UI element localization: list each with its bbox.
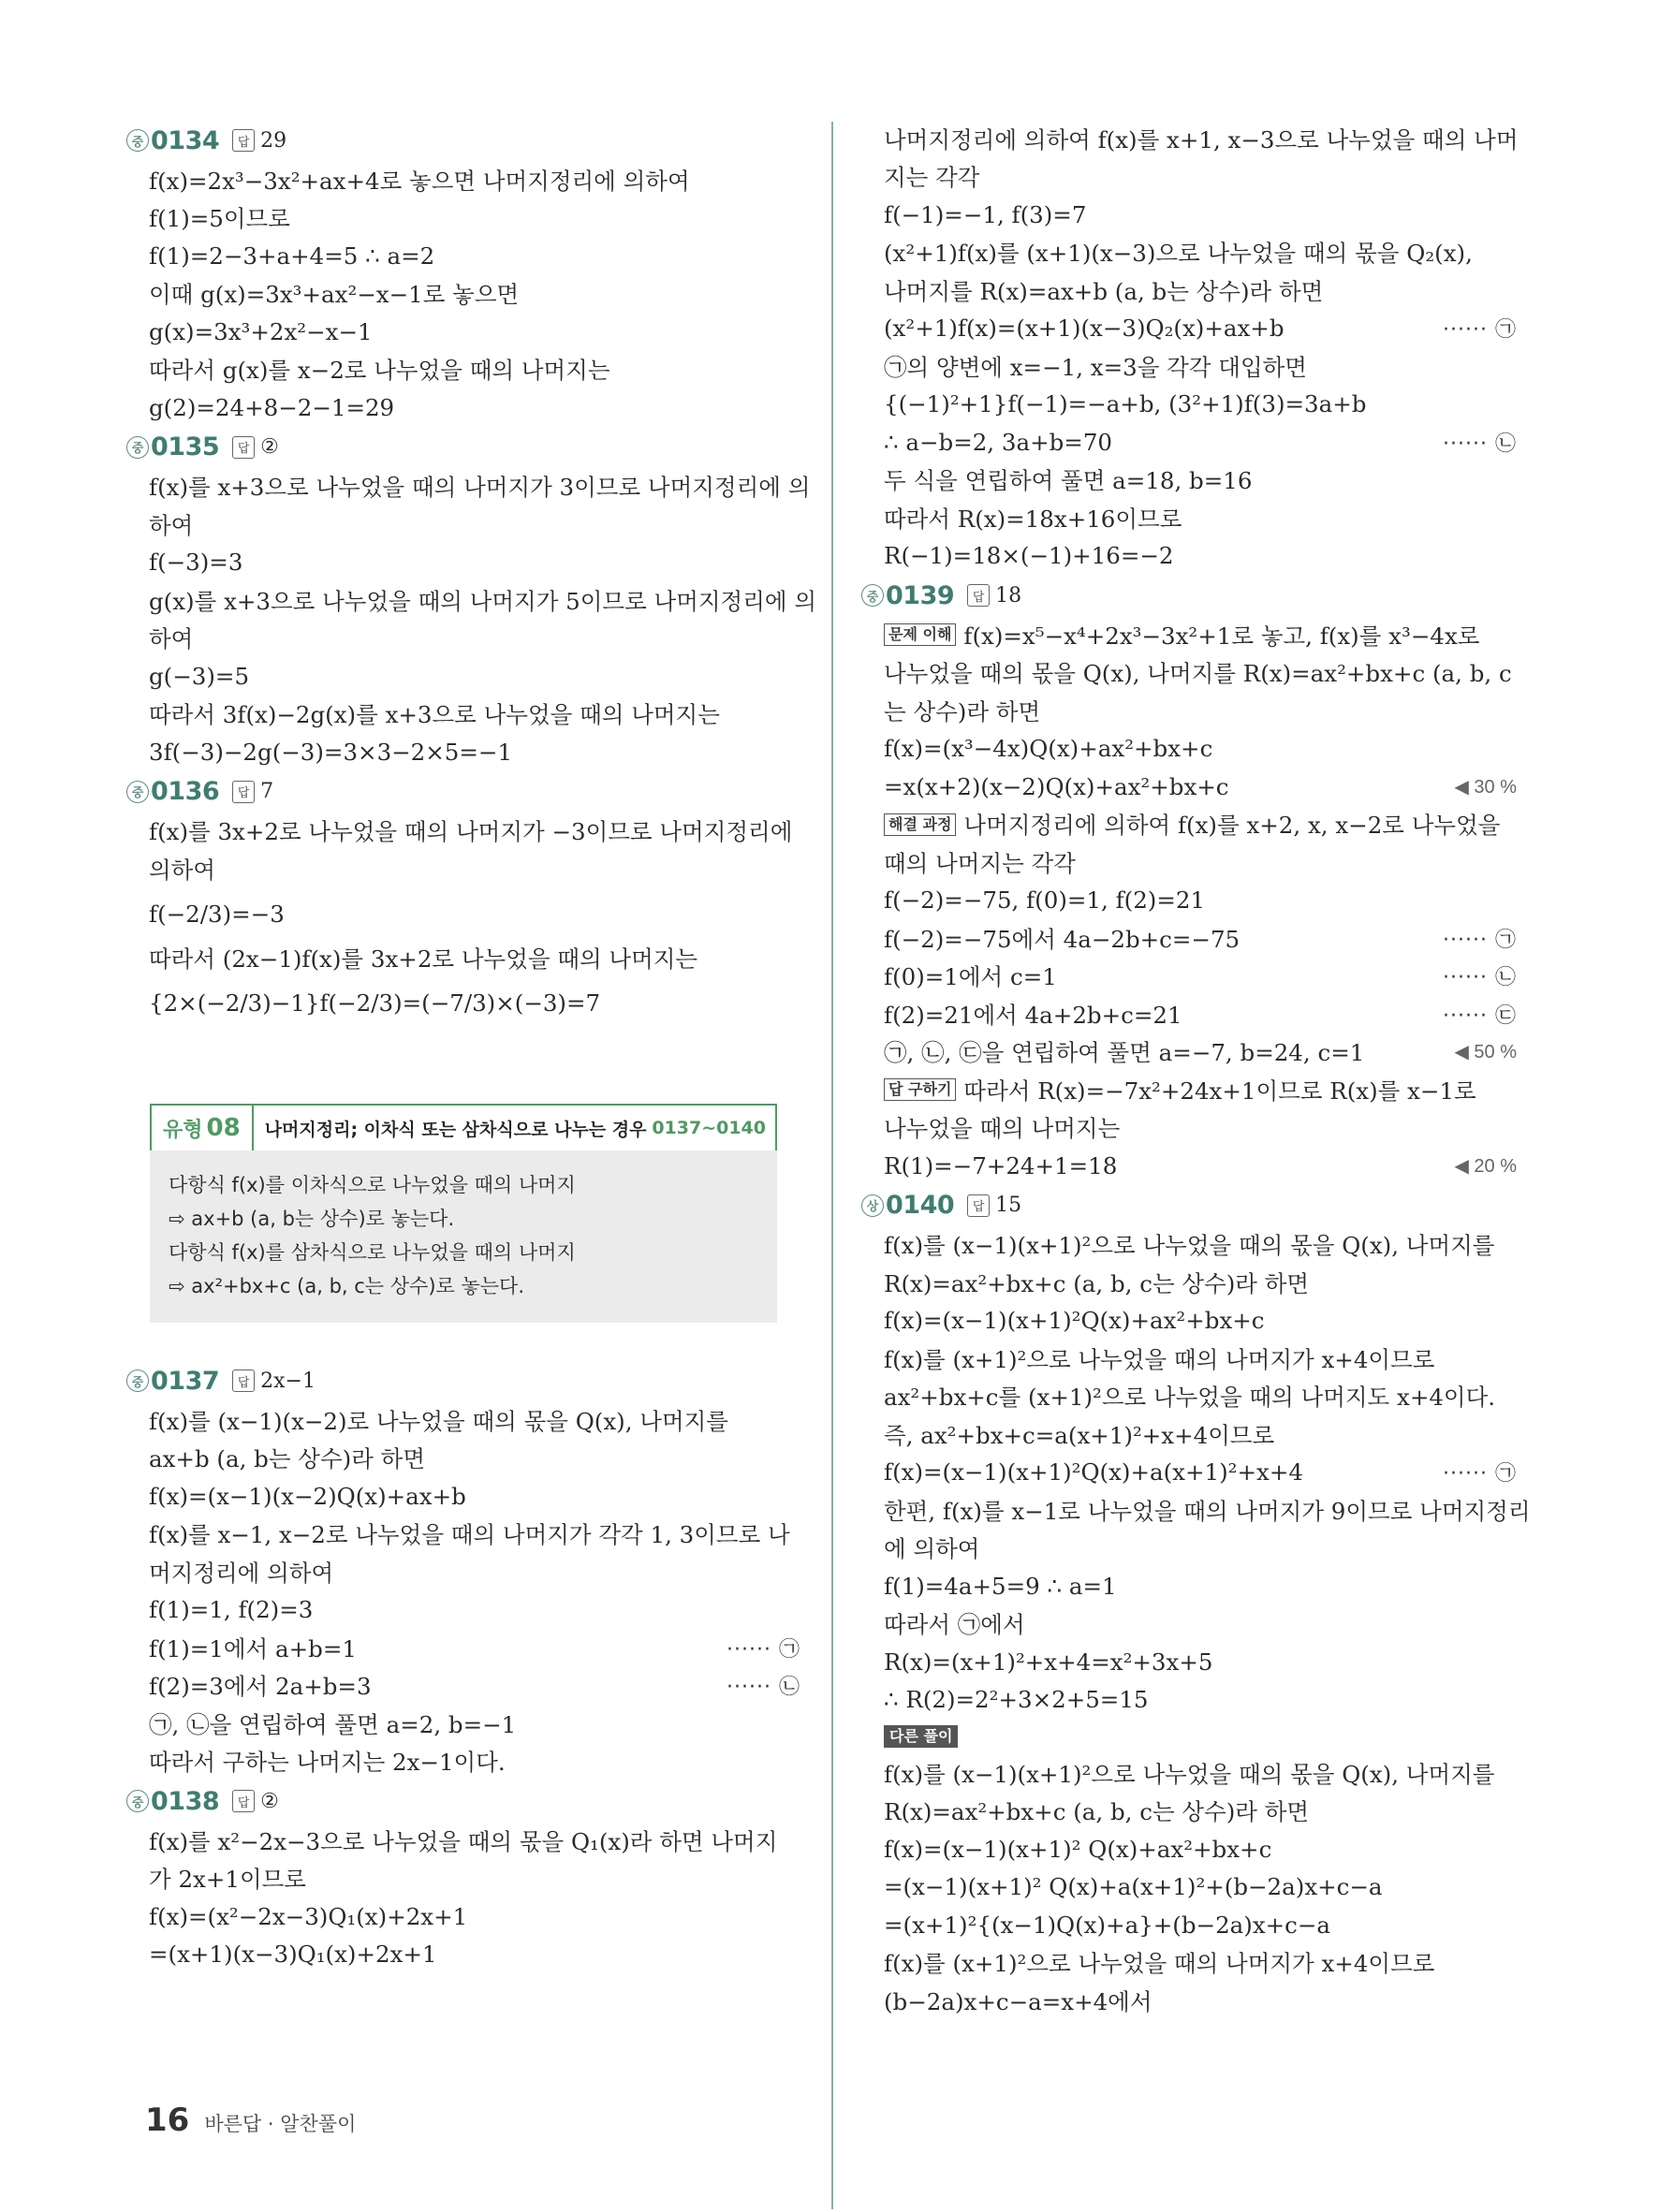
line-text: {2×(−2/3)−1}f(−2/3)=(−7/3)×(−3)=7 [149, 989, 601, 1017]
line-text: 따라서 (2x−1)f(x)를 3x+2로 나누었을 때의 나머지는 [149, 945, 698, 974]
solution-line [861, 1643, 1517, 1681]
score-percent: ◀ 20 % [1454, 1155, 1517, 1177]
line-text: ㉠, ㉡, ㉢을 연립하여 풀면 a=−7, b=24, c=1 [884, 1039, 1365, 1067]
line-text: g(2)=24+8−2−1=29 [149, 393, 395, 421]
line-text: R(x)=ax²+bx+c (a, b, c는 상수)라 하면 [884, 1269, 1310, 1297]
equation-tag: ······ ㉠ [1443, 1462, 1517, 1487]
solution-line [861, 461, 1517, 500]
difficulty-badge: 중 [861, 584, 884, 607]
step-label: 답 구하기 [884, 1078, 956, 1101]
line-text: 나머지정리에 의하여 f(x)를 x+1, x−3으로 나누었을 때의 나머 [884, 125, 1519, 154]
answer-icon: 답 [232, 436, 255, 459]
equation-tag: ······ ㉡ [727, 1676, 800, 1700]
line-text: 따라서 3f(x)−2g(x)를 x+3으로 나누었을 때의 나머지는 [149, 701, 720, 729]
solution-line [126, 351, 800, 389]
equation-tag: ······ ㉡ [1443, 966, 1517, 990]
problem-number: 0139 [886, 580, 955, 610]
answer-icon: 답 [232, 1370, 255, 1392]
line-text: 나머지정리에 의하여 f(x)를 x+2, x, x−2로 나누었을 [963, 812, 1501, 840]
solution-line [126, 940, 800, 978]
line-text: f(x)=2x³−3x²+ax+4로 놓으면 나머지정리에 의하여 [149, 167, 690, 195]
line-text: 따라서 g(x)를 x−2로 나누었을 때의 나머지는 [149, 357, 610, 385]
solution-line [126, 313, 800, 351]
solution-line [861, 158, 1517, 197]
problem-header [126, 120, 800, 161]
line-text: 지는 각각 [884, 164, 980, 192]
solution-line [861, 1906, 1517, 1944]
difficulty-badge: 중 [126, 129, 149, 152]
solution-line [861, 1454, 1517, 1492]
solution-line [126, 505, 800, 544]
solution-line [861, 843, 1517, 882]
line-text: g(x)=3x³+2x²−x−1 [149, 317, 373, 345]
solution-line [126, 199, 800, 238]
line-text: 한편, f(x)를 x−1로 나누었을 때의 나머지가 9이므로 나머지정리 [884, 1497, 1531, 1525]
solution-line [126, 1401, 800, 1440]
answer-value: 29 [260, 128, 287, 153]
problem-number: 0135 [151, 432, 220, 461]
problem-0134 [126, 120, 800, 427]
difficulty-badge: 중 [126, 1370, 149, 1392]
line-text: f(x)를 (x+1)²으로 나누었을 때의 나머지가 x+4이므로 [884, 1950, 1435, 1978]
solution-line [126, 1897, 800, 1936]
solution-line [861, 386, 1517, 424]
solution-line [861, 958, 1517, 996]
problem-header [126, 1360, 800, 1401]
line-text: =x(x+2)(x−2)Q(x)+ax²+bx+c [884, 772, 1229, 800]
equation-tag: ······ ㉢ [1443, 1003, 1517, 1028]
solution-line [126, 1667, 800, 1706]
solution-line [861, 347, 1517, 386]
problem-0139 [861, 575, 1517, 1185]
solution-line [126, 813, 800, 851]
line-text: 나누었을 때의 몫을 Q(x), 나머지를 R(x)=ax²+bx+c (a, b, c [884, 660, 1512, 688]
solution-lines [126, 1822, 800, 1973]
line-text: f(x)를 (x−1)(x+1)²으로 나누었을 때의 몫을 Q(x), 나머지를 [884, 1232, 1495, 1260]
line-text: f(x)를 x²−2x−3으로 나누었을 때의 몫을 Q₁(x)라 하면 나머지 [149, 1827, 778, 1855]
line-text: f(x)를 (x−1)(x+1)²으로 나누었을 때의 몫을 Q(x), 나머지를 [884, 1760, 1495, 1788]
line-text: f(2)=21에서 4a+2b+c=21 [884, 1001, 1182, 1029]
line-text: f(1)=4a+5=9 ∴ a=1 [884, 1572, 1117, 1600]
line-text: =(x+1)(x−3)Q₁(x)+2x+1 [149, 1941, 437, 1969]
line-text: f(2)=3에서 2a+b=3 [149, 1673, 372, 1701]
alt-solution-lines [861, 1754, 1517, 2020]
line-text: ax²+bx+c를 (x+1)²으로 나누었을 때의 나머지도 x+4이다. [884, 1384, 1496, 1412]
score-percent: ◀ 50 % [1454, 1042, 1517, 1063]
solution-line [861, 995, 1517, 1033]
solution-line [126, 620, 800, 658]
line-text: f(−1)=−1, f(3)=7 [884, 200, 1087, 228]
line-text: ⇨ ax²+bx+c (a, b, c는 상수)로 놓는다. [169, 1275, 525, 1297]
line-text: f(1)=5이므로 [149, 205, 290, 233]
problem-header [861, 1185, 1517, 1226]
answer-value: 2x−1 [260, 1369, 316, 1393]
answer-value: 7 [260, 780, 274, 803]
line-text: 즉, ax²+bx+c=a(x+1)²+x+4이므로 [884, 1421, 1275, 1449]
solution-line [126, 850, 800, 888]
line-text: {(−1)²+1}f(−1)=−a+b, (3²+1)f(3)=3a+b [884, 390, 1367, 418]
solution-line [126, 388, 800, 427]
difficulty-badge: 중 [126, 1790, 149, 1812]
problem-header [126, 1780, 800, 1822]
solution-lines [126, 1401, 800, 1780]
solution-line [861, 1793, 1517, 1831]
problem-header [126, 771, 800, 813]
line-text: 에 의하여 [884, 1535, 980, 1563]
line-text: (x²+1)f(x)를 (x+1)(x−3)으로 나누었을 때의 몫을 Q₂(x), [884, 240, 1473, 268]
line-text: 3f(−3)−2g(−3)=3×3−2×5=−1 [149, 738, 513, 766]
problem-0137 [126, 1360, 800, 1780]
line-text: f(−2/3)=−3 [149, 900, 285, 928]
solution-line [861, 1147, 1517, 1185]
solution-line [861, 537, 1517, 576]
solution-line [861, 654, 1517, 693]
alt-solution-label: 다른 풀이 [884, 1725, 958, 1748]
line-text: 나누었을 때의 나머지는 [884, 1115, 1121, 1143]
line-text: ∴ a−b=2, 3a+b=70 [884, 428, 1112, 456]
type-summary [150, 1150, 777, 1323]
solution-lines [126, 813, 800, 1030]
solution-line [861, 310, 1517, 348]
solution-line [861, 1033, 1517, 1072]
line-text: 따라서 R(x)=−7x²+24x+1이므로 R(x)를 x−1로 [963, 1077, 1476, 1105]
line-text: f(x)=(x²−2x−3)Q₁(x)+2x+1 [149, 1902, 468, 1930]
line-text: f(1)=1에서 a+b=1 [149, 1634, 357, 1663]
page-footer [145, 2102, 356, 2139]
line-text: 두 식을 연립하여 풀면 a=18, b=16 [884, 467, 1253, 495]
problem-number: 0138 [151, 1786, 220, 1816]
answer-icon: 답 [967, 584, 990, 607]
solution-line [126, 1629, 800, 1667]
solution-line [126, 581, 816, 620]
solution-line [861, 1982, 1517, 2020]
solution-line [126, 1743, 800, 1781]
step-label: 해결 과정 [884, 813, 956, 836]
line-text: f(−2)=−75에서 4a−2b+c=−75 [884, 925, 1241, 953]
line-text: ⇨ ax+b (a, b는 상수)로 놓는다. [169, 1208, 455, 1230]
solution-line [126, 237, 800, 275]
answer-icon: 답 [232, 1790, 255, 1812]
equation-tag: ······ ㉠ [1443, 318, 1517, 343]
solution-line [861, 768, 1517, 806]
solution-line [861, 1868, 1517, 1907]
solution-line [126, 657, 800, 696]
solution-line [861, 1226, 1517, 1265]
solution-line [169, 1167, 777, 1201]
answer-icon: 답 [232, 781, 255, 803]
line-text: f(x)를 (x+1)²으로 나누었을 때의 나머지가 x+4이므로 [884, 1345, 1435, 1373]
alt-solution-header [861, 1719, 1517, 1754]
line-text: (b−2a)x+c−a=x+4에서 [884, 1987, 1152, 2015]
score-percent: ◀ 30 % [1454, 776, 1517, 798]
type-range: 0137~0140 [652, 1118, 766, 1138]
solution-line [126, 1440, 800, 1478]
solution-line [861, 1944, 1517, 1983]
solution-line [861, 1302, 1517, 1340]
book-title: 바른답 · 알찬풀이 [204, 2113, 357, 2135]
solution-line [861, 196, 1517, 234]
line-text: f(−3)=3 [149, 549, 243, 577]
line-text: g(x)를 x+3으로 나누었을 때의 나머지가 5이므로 나머지정리에 의 [149, 587, 816, 615]
solution-line [169, 1201, 777, 1235]
line-text: =(x+1)²{(x−1)Q(x)+a}+(b−2a)x+c−a [884, 1911, 1331, 1939]
problem-0138-continued [861, 120, 1517, 575]
problem-number: 0136 [151, 777, 220, 806]
solution-line [126, 468, 811, 506]
solution-line [861, 1109, 1517, 1148]
solution-line [126, 1477, 800, 1516]
problem-header [861, 575, 1517, 616]
type-box [150, 1104, 777, 1323]
solution-line [861, 919, 1517, 958]
solution-line [126, 161, 800, 199]
solution-line [861, 1530, 1517, 1568]
line-text: f(x)를 x−1, x−2로 나누었을 때의 나머지가 각각 1, 3이므로 나 [149, 1521, 790, 1549]
line-text: =(x−1)(x+1)² Q(x)+a(x+1)²+(b−2a)x+c−a [884, 1873, 1383, 1901]
solution-lines [126, 468, 816, 771]
line-text: 가 2x+1이므로 [149, 1866, 306, 1894]
line-text: ∴ R(2)=2²+3×2+5=15 [884, 1686, 1149, 1714]
solution-line [861, 423, 1517, 461]
line-text: f(0)=1에서 c=1 [884, 963, 1057, 991]
solution-lines [126, 161, 800, 427]
type-header [150, 1104, 777, 1152]
line-text: ax+b (a, b는 상수)라 하면 [149, 1445, 425, 1473]
solution-line [126, 1822, 800, 1860]
line-text: 의하여 [149, 856, 216, 884]
solution-line [861, 120, 1517, 158]
solution-line [861, 1681, 1517, 1720]
line-text: f(x)를 x+3으로 나누었을 때의 나머지가 3이므로 나머지정리에 의 [149, 474, 811, 502]
problem-header [126, 427, 800, 468]
equation-tag: ······ ㉠ [727, 1637, 800, 1662]
column-divider [831, 122, 833, 2209]
line-text: f(x)=(x−1)(x+1)² Q(x)+ax²+bx+c [884, 1835, 1272, 1863]
line-text: R(x)=(x+1)²+x+4=x²+3x+5 [884, 1648, 1213, 1676]
solution-line [861, 806, 1517, 844]
answer-value: ② [260, 435, 279, 459]
page-number: 16 [145, 2102, 190, 2139]
type-label: 유형 08 [152, 1106, 254, 1150]
solution-line [861, 1567, 1517, 1605]
right-column [861, 120, 1531, 2020]
problem-0140 [861, 1185, 1531, 2020]
solution-line [861, 1491, 1531, 1530]
solution-lines [861, 1226, 1531, 1720]
line-text: 이때 g(x)=3x³+ax²−x−1로 놓으면 [149, 281, 520, 309]
problem-number: 0134 [151, 125, 220, 155]
line-text: 하여 [149, 511, 194, 539]
type-title: 나머지정리; 이차식 또는 삼차식으로 나누는 경우 [264, 1119, 647, 1140]
answer-value: 15 [995, 1194, 1022, 1217]
solution-line [169, 1235, 777, 1268]
line-text: 머지정리에 의하여 [149, 1559, 334, 1587]
solution-line [861, 499, 1517, 537]
solution-line [861, 271, 1517, 310]
line-text: f(x)를 3x+2로 나누었을 때의 나머지가 −3이므로 나머지정리에 [149, 818, 793, 846]
difficulty-badge: 중 [126, 436, 149, 459]
line-text: 따라서 R(x)=18x+16이므로 [884, 505, 1182, 533]
line-text: ㉠의 양변에 x=−1, x=3을 각각 대입하면 [884, 353, 1307, 381]
line-text: (x²+1)f(x)=(x+1)(x−3)Q₂(x)+ax+b [884, 315, 1285, 343]
solution-line [861, 1071, 1517, 1109]
line-text: R(−1)=18×(−1)+16=−2 [884, 542, 1174, 570]
solution-line [126, 733, 800, 771]
line-text: f(x)를 (x−1)(x−2)로 나누었을 때의 몫을 Q(x), 나머지를 [149, 1407, 728, 1435]
line-text: f(1)=1, f(2)=3 [149, 1596, 314, 1624]
solution-line [126, 888, 800, 940]
problem-number: 0137 [151, 1366, 220, 1396]
line-text: f(1)=2−3+a+4=5 ∴ a=2 [149, 242, 435, 270]
solution-line [861, 616, 1517, 654]
solution-line [126, 696, 800, 734]
solution-line [169, 1268, 777, 1302]
solution-line [861, 882, 1517, 920]
solution-line [126, 1860, 800, 1898]
equation-tag: ······ ㉠ [1443, 928, 1517, 952]
solution-line [861, 1378, 1517, 1416]
solution-line [861, 1754, 1517, 1793]
difficulty-badge: 상 [861, 1194, 884, 1217]
answer-value: 18 [995, 583, 1022, 608]
solution-line [126, 1705, 800, 1743]
line-text: f(x)=(x−1)(x+1)²Q(x)+a(x+1)²+x+4 [884, 1458, 1303, 1487]
line-text: R(x)=ax²+bx+c (a, b, c는 상수)라 하면 [884, 1798, 1310, 1826]
answer-icon: 답 [967, 1194, 990, 1217]
equation-tag: ······ ㉡ [1443, 432, 1517, 456]
solution-line [861, 730, 1517, 769]
problem-number: 0140 [886, 1191, 955, 1220]
solution-lines [861, 120, 1517, 575]
solution-line [861, 1415, 1517, 1454]
solution-line [126, 1553, 800, 1591]
solution-line [861, 1605, 1517, 1644]
line-text: ㉠, ㉡을 연립하여 풀면 a=2, b=−1 [149, 1710, 517, 1738]
problem-0136 [126, 771, 800, 1030]
solution-line [861, 234, 1517, 272]
difficulty-badge: 중 [126, 781, 149, 803]
problem-0135 [126, 427, 816, 771]
line-text: 따라서 ㉠에서 [884, 1611, 1025, 1639]
solution-line [126, 1936, 800, 1974]
line-text: f(x)=(x−1)(x−2)Q(x)+ax+b [149, 1482, 466, 1510]
answer-value: ② [260, 1789, 279, 1813]
line-text: 하여 [149, 625, 194, 653]
solution-line [126, 275, 800, 314]
solution-lines [861, 616, 1517, 1185]
line-text: R(1)=−7+24+1=18 [884, 1151, 1118, 1179]
line-text: f(x)=(x−1)(x+1)²Q(x)+ax²+bx+c [884, 1307, 1265, 1335]
line-text: 때의 나머지는 각각 [884, 849, 1076, 877]
left-column [126, 120, 816, 1973]
step-label: 문제 이해 [884, 623, 956, 646]
solution-line [861, 1264, 1517, 1302]
line-text: f(x)=x⁵−x⁴+2x³−3x²+1로 놓고, f(x)를 x³−4x로 [963, 622, 1480, 650]
solution-line [126, 1516, 800, 1554]
solution-line [126, 544, 800, 582]
solution-line [861, 1830, 1517, 1868]
solution-line [861, 1340, 1517, 1378]
problem-0138 [126, 1780, 800, 1973]
line-text: 다항식 f(x)를 이차식으로 나누었을 때의 나머지 [169, 1174, 576, 1196]
solution-line [126, 1591, 800, 1630]
line-text: f(−2)=−75, f(0)=1, f(2)=21 [884, 886, 1206, 915]
line-text: 다항식 f(x)를 삼차식으로 나누었을 때의 나머지 [169, 1241, 576, 1264]
line-text: 는 상수)라 하면 [884, 697, 1041, 725]
solution-line [126, 977, 800, 1029]
solution-line [861, 692, 1517, 730]
line-text: g(−3)=5 [149, 662, 250, 690]
line-text: 나머지를 R(x)=ax+b (a, b는 상수)라 하면 [884, 277, 1324, 305]
line-text: 따라서 구하는 나머지는 2x−1이다. [149, 1749, 506, 1777]
line-text: f(x)=(x³−4x)Q(x)+ax²+bx+c [884, 735, 1213, 763]
answer-icon: 답 [232, 129, 255, 152]
